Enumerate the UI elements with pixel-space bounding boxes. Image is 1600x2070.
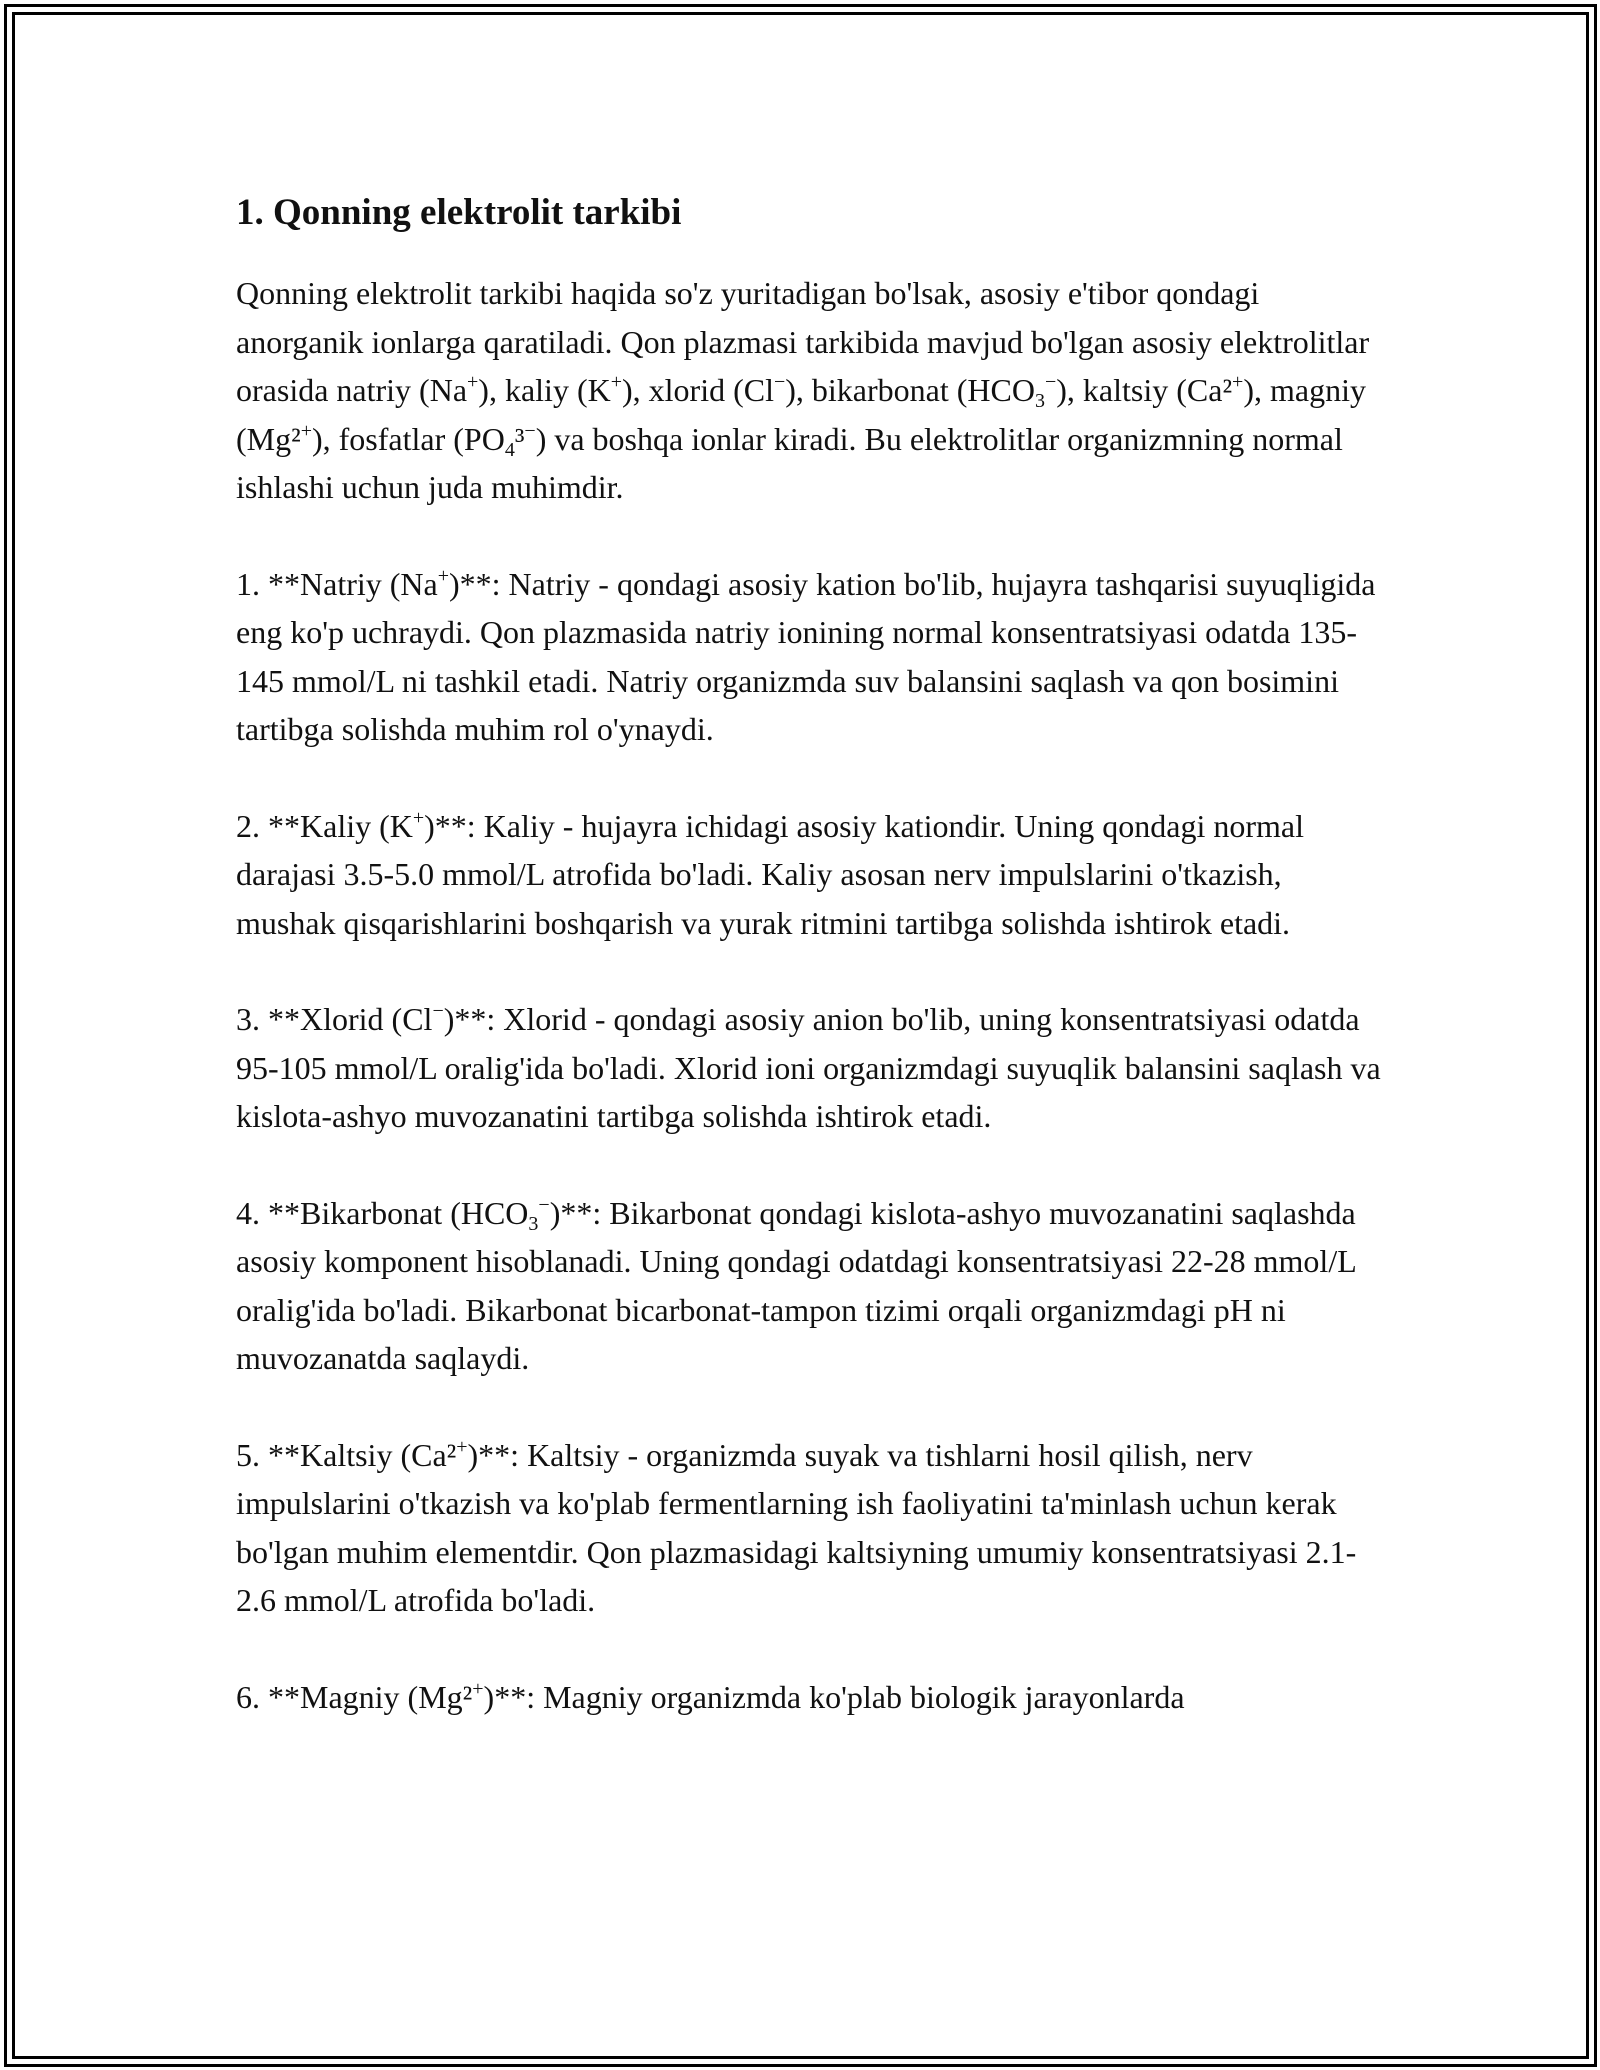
intro-text-2: ), kaliy (K [478,372,611,408]
item-body: )**: Bikarbonat qondagi kislota-ashyo muvozanatini saqlashda asosiy komponent hisoblanadi. Uning qondagi odatdagi konsentratsiyasi 22-28 mmol/L oralig'ida bo'ladi. Bikarbonat bicarbonat-tampon tizimi orqali organizmdagi pH ni muvozanatda saqlaydi. [236,1194,1356,1376]
intro-paragraph [236,269,1386,512]
sup-plus: + [412,806,425,829]
sup-plus: + [467,371,479,393]
intro-text-1: Qonning elektrolit tarkibi haqida so'z yuritadigan bo'lsak, asosiy e'tibor qondagi anorganik ionlarga qaratiladi. Qon plazmasi tarkibida mavjud bo'lgan asosiy elektrolitlar orasida natriy (Na [236,275,1370,408]
sub-three: 3 [1034,390,1045,412]
sup-minus: − [524,419,536,442]
item-body: )**: Kaltsiy - organizmda suyak va tishlarni hosil qilish, nerv impulslarini o'tkazish va ko'plab fermentlarning ish faoliyatini ta'minlash uchun kerak bo'lgan muhim elementdir. Qon plazmasidagi kaltsiyning umumiy konsentratsiyasi 2.1-2.6 mmol/L atrofida bo'ladi. [236,1436,1357,1618]
item-lead: 3. **Xlorid (Cl [236,1001,433,1037]
sup-plus: + [1232,371,1244,393]
item-lead: 1. **Natriy (Na [236,565,438,602]
list-item-kaliy [236,802,1386,948]
sup-minus: − [1044,371,1057,393]
sup-minus: − [432,1000,444,1022]
item-body: )**: Magniy organizmda ko'plab biologik jarayonlarda [483,1678,1185,1715]
sup-plus: + [610,371,622,393]
sub-four: 4 [504,438,515,461]
intro-text-8: ³ [514,420,525,457]
intro-text-5: ), kaltsiy (Ca² [1056,372,1233,408]
item-body: )**: Natriy - qondagi asosiy kation bo'lib, hujayra tashqarisi suyuqligida eng ko'p uchraydi. Qon plazmasida natriy ionining normal konsentratsiyasi odatda 135-145 mmol/L ni tashkil etadi. Natriy organizmda suv balansini saqlash va qon bosimini tartibga solishda muhim rol o'ynaydi. [236,565,1376,747]
item-lead: 6. **Magniy (Mg² [236,1678,473,1715]
sup-plus: + [300,419,312,442]
item-lead: 5. **Kaltsiy (Ca² [236,1436,457,1473]
list-item-bikarbonat [236,1189,1386,1383]
list-item-magniy [236,1673,1386,1722]
intro-text-7: ), fosfatlar (PO [311,420,505,457]
list-item-xlorid [236,995,1386,1141]
sub-three: 3 [528,1212,539,1235]
list-item-natriy [236,560,1386,754]
section-heading: 1. Qonning elektrolit tarkibi [236,192,682,233]
intro-text-9: ) va boshqa ionlar kiradi. Bu elektrolitlar organizmning normal ishlashi uchun juda muhimdir. [236,420,1343,505]
item-body: )**: Xlorid - qondagi asosiy anion bo'lib, uning konsentratsiyasi odatda 95-105 mmol/L oralig'ida bo'ladi. Xlorid ioni organizmdagi suyuqlik balansini saqlash va kislota-ashyo muvozanatini tartibga solishda ishtirok etadi. [236,1001,1381,1134]
sup-plus: + [456,1435,468,1458]
sup-minus: − [773,371,786,393]
sup-plus: + [437,564,449,587]
document-body [236,185,1386,1769]
item-body: )**: Kaliy - hujayra ichidagi asosiy kationdir. Uning qondagi normal darajasi 3.5-5.0 mmol/L atrofida bo'ladi. Kaliy asosan nerv impulslarini o'tkazish, mushak qisqarishlarini boshqarish va yurak ritmini tartibga solishda ishtirok etadi. [236,807,1304,941]
intro-text-3: ), xlorid (Cl [621,372,774,408]
sup-plus: + [472,1677,484,1700]
item-lead: 4. **Bikarbonat (HCO [236,1194,529,1231]
list-item-kaltsiy [236,1431,1386,1625]
sup-minus: − [538,1193,550,1216]
intro-text-4: ), bikarbonat (HCO [785,372,1035,408]
intro-text-6: ), magniy (Mg² [236,372,1366,457]
item-lead: 2. **Kaliy (K [236,807,413,844]
